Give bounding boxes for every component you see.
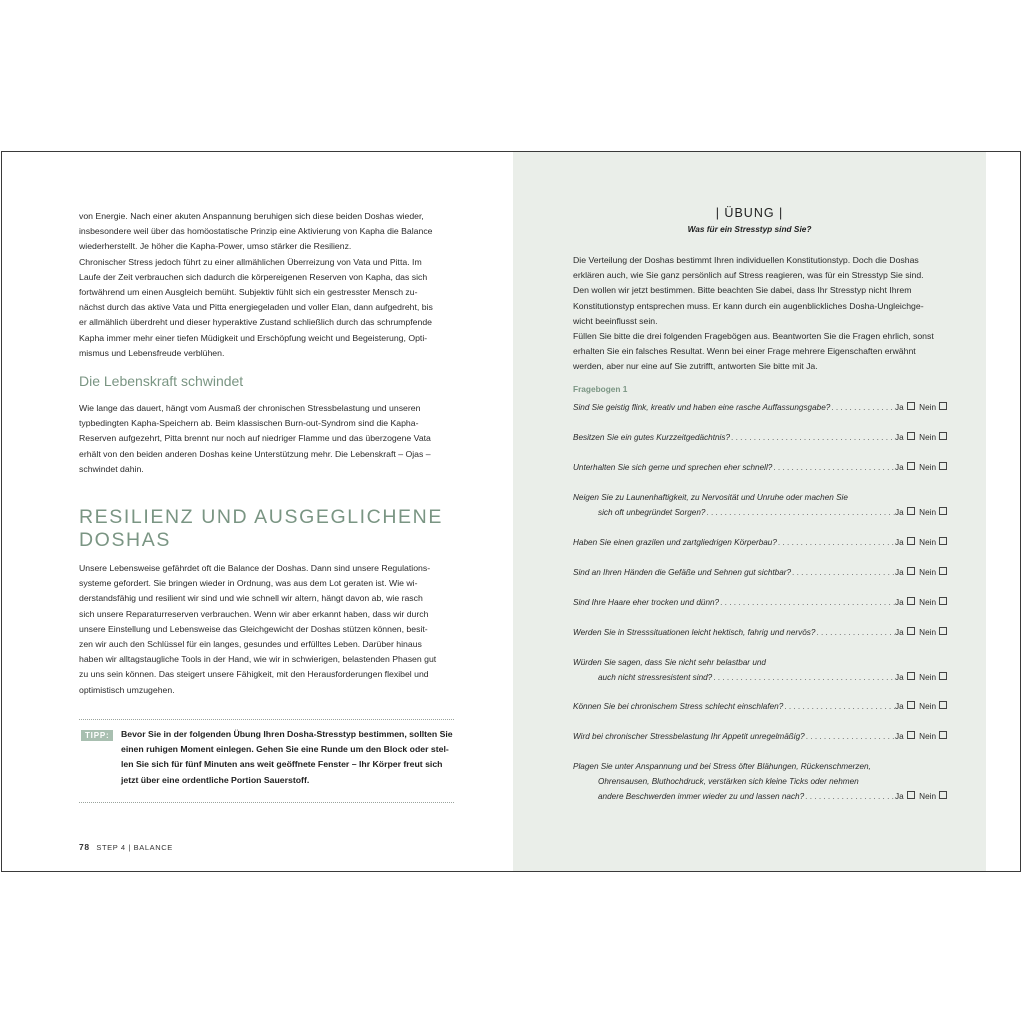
text-line: Füllen Sie bitte die drei folgenden Fragebögen aus. Beantworten Sie die Fragen ehrlich, sonst xyxy=(573,331,934,342)
page-number: 78 xyxy=(79,842,90,852)
paragraph-lebenskraft xyxy=(79,401,455,477)
text-line: Reserven aufgezehrt, Pitta brennt nur noch auf niedriger Flamme und das überzogene Vata xyxy=(79,433,431,444)
text-line: sich unsere Reparaturreserven verbrauchen. Wenn wir aber erkannt haben, dass wir durch xyxy=(79,608,429,619)
no-label: Nein xyxy=(919,538,936,547)
yes-option[interactable] xyxy=(895,431,915,446)
yes-option[interactable] xyxy=(895,596,915,611)
yes-label: Ja xyxy=(895,732,904,741)
no-label: Nein xyxy=(919,568,936,577)
text-line: werden, aber nur eine auf Sie zutrifft, antworten Sie bitte mit Ja. xyxy=(573,361,818,372)
question-item xyxy=(573,431,947,446)
tip-label: TIPP: xyxy=(81,730,113,741)
exercise-subtitle: Was für ein Stresstyp sind Sie? xyxy=(687,224,812,234)
exercise-intro xyxy=(573,253,947,375)
text-line: insbesondere weil über das homöostatische Prinzip eine Aktivierung von Kapha die Balance xyxy=(79,226,433,237)
yes-label: Ja xyxy=(895,672,904,682)
text-line: haben wir alltagstaugliche Tools in der Hand, wie wir in schwierigen, belastenden Phasen gut xyxy=(79,654,437,665)
no-checkbox[interactable] xyxy=(939,507,947,515)
yes-option[interactable] xyxy=(895,790,915,805)
no-option[interactable] xyxy=(917,566,947,581)
yes-option[interactable] xyxy=(895,506,915,521)
question-text: Werden Sie in Stresssituationen leicht hektisch, fahrig und nervös? xyxy=(573,628,816,637)
leader-dots xyxy=(805,790,895,805)
subheading-lebenskraft: Die Lebenskraft schwindet xyxy=(79,373,244,389)
question-text: Sind Ihre Haare eher trocken und dünn? xyxy=(573,598,720,607)
question-text: Unterhalten Sie sich gerne und sprechen eher schnell? xyxy=(573,463,773,472)
text-line: wicht beeinflusst sein. xyxy=(573,315,658,326)
question-text: auch nicht stressresistent sind? xyxy=(598,672,713,682)
leader-dots xyxy=(773,461,895,476)
yes-label: Ja xyxy=(895,598,904,607)
no-label: Nein xyxy=(919,598,936,607)
question-item xyxy=(573,626,947,641)
exercise-title: | ÜBUNG | xyxy=(715,206,784,220)
leader-dots xyxy=(831,401,895,416)
yes-option[interactable] xyxy=(895,730,915,745)
text-line: optimistisch umzugehen. xyxy=(79,684,175,695)
no-option[interactable] xyxy=(917,431,947,446)
yes-label: Ja xyxy=(895,403,904,412)
text-line: Wie lange das dauert, hängt vom Ausmaß der chronischen Stressbelastung und unseren xyxy=(79,403,421,413)
question-text: Sind Sie geistig flink, kreativ und haben eine rasche Auffassungsgabe? xyxy=(573,403,831,412)
text-line: schwindet dahin. xyxy=(79,463,144,474)
yes-label: Ja xyxy=(895,628,904,637)
question-text: Können Sie bei chronischem Stress schlecht einschlafen? xyxy=(573,702,784,711)
no-label: Nein xyxy=(919,433,936,442)
footer-step: STEP xyxy=(96,843,119,852)
no-checkbox[interactable] xyxy=(939,462,947,470)
question-text: Sind an Ihren Händen die Gefäße und Sehnen gut sichtbar? xyxy=(573,568,792,577)
no-option[interactable] xyxy=(917,671,947,686)
text-line: Konstitutionstyp entsprechen muss. Er kann durch ein augenblickliches Dosha-Ungleichge- xyxy=(573,300,924,311)
no-checkbox[interactable] xyxy=(939,627,947,635)
leader-dots xyxy=(792,566,895,581)
no-label: Nein xyxy=(919,403,936,412)
yes-option[interactable] xyxy=(895,461,915,476)
yes-option[interactable] xyxy=(895,566,915,581)
yes-option[interactable] xyxy=(895,401,915,416)
question-item xyxy=(573,491,947,521)
no-label: Nein xyxy=(919,507,936,517)
footer-chapter: BALANCE xyxy=(133,843,173,852)
footer-step-number: 4 xyxy=(120,843,126,852)
text-line: unsere Einstellung und Lebensweise das Gleichgewicht der Doshas stützen können, besit- xyxy=(79,623,428,634)
question-text: Haben Sie einen grazilen und zartgliedrigen Körperbau? xyxy=(573,538,777,547)
yes-checkbox[interactable] xyxy=(907,537,915,545)
text-line: erklären auch, wie Sie ganz persönlich auf Stress reagieren, was für ein Stresstyp Sie sind. xyxy=(573,270,924,281)
text-line: erhalten Sie ein falsches Resultat. Wenn bei einer Frage mehrere Eigenschaften erwähnt xyxy=(573,346,916,357)
no-option[interactable] xyxy=(917,536,947,551)
question-text: Ohrensausen, Bluthochdruck, verstärken sich kleine Ticks oder nehmen xyxy=(598,776,859,786)
no-option[interactable] xyxy=(917,461,947,476)
left-page xyxy=(2,152,511,871)
question-text: Würden Sie sagen, dass Sie nicht sehr belastbar und xyxy=(573,658,766,667)
no-checkbox[interactable] xyxy=(939,672,947,680)
no-option[interactable] xyxy=(917,506,947,521)
text-line: zen wir auch den Schlüssel für ein langes, gesundes und erfülltes Leben. Darüber hinaus xyxy=(79,639,422,650)
question-item xyxy=(573,760,947,805)
no-checkbox[interactable] xyxy=(939,731,947,739)
no-option[interactable] xyxy=(917,401,947,416)
text-line: wiederherstellt. Je höher die Kapha-Power, umso stärker die Resilienz. xyxy=(79,241,352,252)
text-line: Die Verteilung der Doshas bestimmt Ihren individuellen Konstitutionstyp. Doch die Doshas xyxy=(573,255,919,265)
paragraph-energy xyxy=(79,209,455,361)
question-text: Plagen Sie unter Anspannung und bei Stress öfter Blähungen, Rückenschmerzen, xyxy=(573,762,871,771)
book-spread xyxy=(1,151,1021,872)
yes-option[interactable] xyxy=(895,536,915,551)
question-text: andere Beschwerden immer wieder zu und lassen nach? xyxy=(598,791,805,801)
question-item xyxy=(573,656,947,686)
text-line: typbedingten Kapha-Speichern ab. Beim klassischen Burn-out-Syndrom sind die Kapha- xyxy=(79,418,419,429)
no-option[interactable] xyxy=(917,730,947,745)
no-option[interactable] xyxy=(917,596,947,611)
text-line: Unsere Lebensweise gefährdet oft die Balance der Doshas. Dann sind unsere Regulations- xyxy=(79,563,431,573)
text-line: er allmählich überdreht und dieser hyperaktive Zustand schließlich durch das schrumpfende xyxy=(79,317,432,328)
no-checkbox[interactable] xyxy=(939,402,947,410)
text-line: derstandsfähig und resilient wir sind und wie schnell wir altern, hängt davon ab, wie rasch xyxy=(79,593,423,604)
yes-option[interactable] xyxy=(895,626,915,641)
yes-option[interactable] xyxy=(895,671,915,686)
tip-line: len Sie sich für fünf Minuten ans weit geöffnete Fenster – Ihr Körper freut sich xyxy=(121,759,443,770)
yes-checkbox[interactable] xyxy=(907,567,915,575)
text-line: mismus und Lebensfreude verblühen. xyxy=(79,347,225,358)
leader-dots xyxy=(806,730,895,745)
question-text: sich oft unbegründet Sorgen? xyxy=(598,507,706,517)
yes-label: Ja xyxy=(895,507,904,517)
yes-checkbox[interactable] xyxy=(907,672,915,680)
yes-label: Ja xyxy=(895,702,904,711)
yes-checkbox[interactable] xyxy=(907,597,915,605)
question-item xyxy=(573,730,947,745)
no-checkbox[interactable] xyxy=(939,432,947,440)
questionnaire-title: Fragebogen 1 xyxy=(573,384,628,394)
yes-option[interactable] xyxy=(895,700,915,715)
question-item xyxy=(573,566,947,581)
text-line: nächst durch das aktive Vata und Pitta energiegeladen und voller Elan, dann aufgedreht, bis xyxy=(79,302,433,313)
tip-line: jetzt über eine ordentliche Portion Sauerstoff. xyxy=(121,774,310,785)
tip-line: Bevor Sie in der folgenden Übung Ihren Dosha-Stresstyp bestimmen, sollten Sie xyxy=(121,729,453,739)
no-checkbox[interactable] xyxy=(939,701,947,709)
leader-dots xyxy=(816,626,895,641)
yes-checkbox[interactable] xyxy=(907,731,915,739)
leader-dots xyxy=(720,596,895,611)
heading-line: DOSHAS xyxy=(79,529,171,551)
footer-separator: | xyxy=(128,843,131,852)
yes-checkbox[interactable] xyxy=(907,432,915,440)
no-option[interactable] xyxy=(917,626,947,641)
no-label: Nein xyxy=(919,672,936,682)
heading-line: RESILIENZ UND AUSGEGLICHENE xyxy=(79,506,443,528)
text-line: Chronischer Stress jedoch führt zu einer allmählichen Überreizung von Vata und Pitta. Im xyxy=(79,256,422,267)
question-item xyxy=(573,401,947,416)
yes-checkbox[interactable] xyxy=(907,701,915,709)
tip-text xyxy=(121,727,453,788)
no-label: Nein xyxy=(919,702,936,711)
question-item xyxy=(573,461,947,476)
no-label: Nein xyxy=(919,732,936,741)
text-line: systeme gefordert. Sie bringen wieder in Ordnung, was aus dem Lot geraten ist. Wie wi- xyxy=(79,578,418,589)
yes-label: Ja xyxy=(895,791,904,801)
no-checkbox[interactable] xyxy=(939,597,947,605)
question-item xyxy=(573,700,947,715)
tip-box xyxy=(79,719,454,803)
yes-label: Ja xyxy=(895,433,904,442)
right-page-exercise xyxy=(513,152,986,871)
question-text: Neigen Sie zu Launenhaftigkeit, zu Nervosität und Unruhe oder machen Sie xyxy=(573,493,848,502)
yes-label: Ja xyxy=(895,568,904,577)
text-line: von Energie. Nach einer akuten Anspannung beruhigen sich diese beiden Doshas wieder, xyxy=(79,211,424,221)
text-line: erhält von den beiden anderen Doshas keine Unterstützung mehr. Die Lebenskraft – Ojas – xyxy=(79,448,431,459)
yes-checkbox[interactable] xyxy=(907,627,915,635)
no-checkbox[interactable] xyxy=(939,567,947,575)
leader-dots xyxy=(706,506,895,521)
leader-dots xyxy=(784,700,895,715)
section-heading xyxy=(79,506,459,552)
question-text: Besitzen Sie ein gutes Kurzzeitgedächtnis? xyxy=(573,433,731,442)
yes-checkbox[interactable] xyxy=(907,507,915,515)
text-line: fortwährend um einen Ausgleich bemüht. Subjektiv fühlt sich ein gestresster Mensch zu- xyxy=(79,287,418,298)
no-checkbox[interactable] xyxy=(939,791,947,799)
question-item xyxy=(573,536,947,551)
text-line: Laufe der Zeit verbrauchen sich dadurch die körpereigenen Reserven von Kapha, das sich xyxy=(79,271,428,282)
yes-checkbox[interactable] xyxy=(907,791,915,799)
no-option[interactable] xyxy=(917,790,947,805)
yes-checkbox[interactable] xyxy=(907,402,915,410)
yes-label: Ja xyxy=(895,538,904,547)
text-line: Kapha immer mehr einer tiefen Müdigkeit und Erschöpfung weicht und Begeisterung, Opti- xyxy=(79,332,428,343)
no-label: Nein xyxy=(919,791,936,801)
no-option[interactable] xyxy=(917,700,947,715)
yes-label: Ja xyxy=(895,463,904,472)
paragraph-resilienz xyxy=(79,561,455,698)
no-label: Nein xyxy=(919,463,936,472)
text-line: zu uns sein können. Das steigert unsere Fähigkeit, mit den Herausforderungen flexibel und xyxy=(79,669,429,680)
leader-dots xyxy=(778,536,895,551)
question-text: Wird bei chronischer Stressbelastung Ihr Appetit unregelmäßig? xyxy=(573,732,805,741)
no-checkbox[interactable] xyxy=(939,537,947,545)
text-line: Den wollen wir jetzt bestimmen. Bitte beachten Sie dabei, dass Ihr Stresstyp nicht Ihrem xyxy=(573,285,912,296)
yes-checkbox[interactable] xyxy=(907,462,915,470)
question-item xyxy=(573,596,947,611)
leader-dots xyxy=(713,671,895,686)
leader-dots xyxy=(731,431,895,446)
no-label: Nein xyxy=(919,628,936,637)
page-footer xyxy=(79,842,173,852)
tip-line: einen ruhigen Moment einlegen. Gehen Sie eine Runde um den Block oder stel- xyxy=(121,744,449,755)
